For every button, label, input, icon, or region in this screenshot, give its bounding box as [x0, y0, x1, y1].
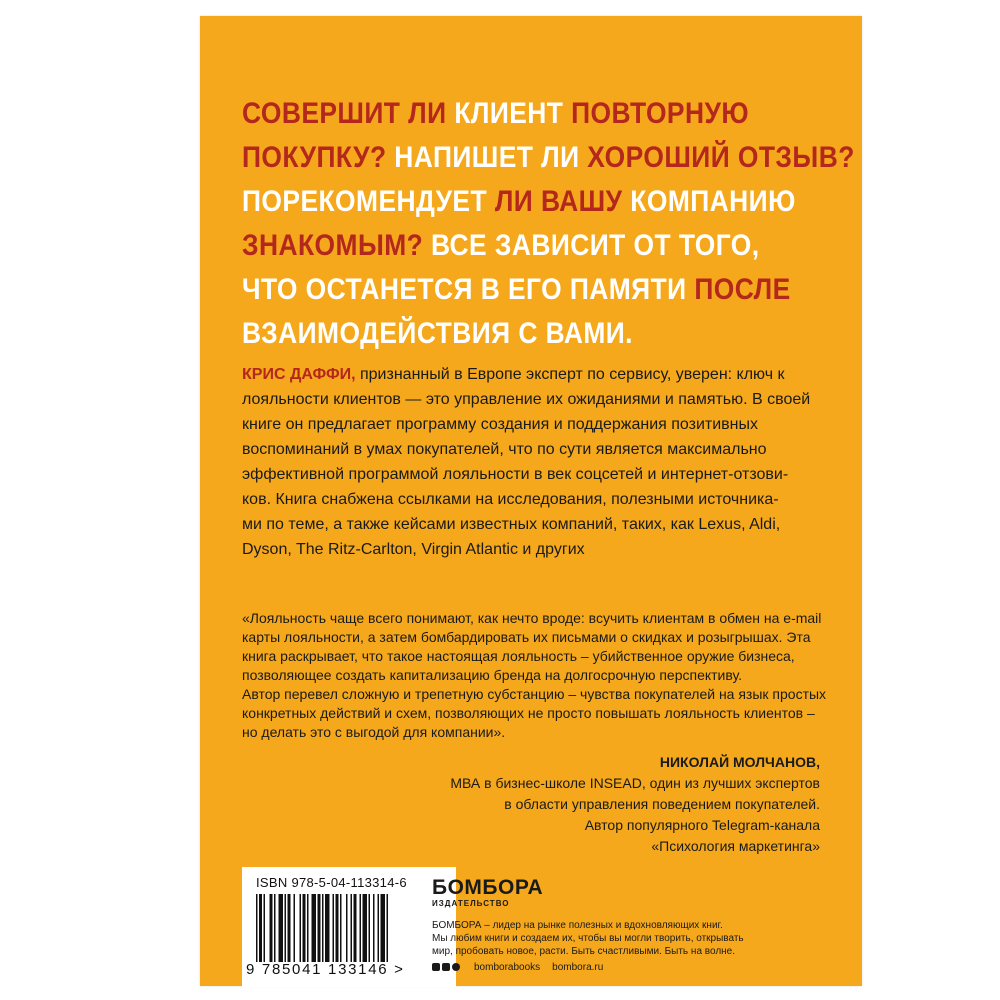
quote-line: конкретных действий и схем, позволяющих не просто повышать лояльность клиентов –	[242, 705, 815, 721]
description-line: ми по теме, а также кейсами известных компаний, таких, как Lexus, Aldi,	[242, 516, 781, 533]
barcode-bar	[274, 894, 276, 962]
barcode-bar	[354, 894, 357, 962]
publisher-links	[432, 962, 772, 973]
quote-line: книга раскрывает, что такое настоящая лояльность – убийственное оружие бизнеса,	[242, 648, 795, 664]
headline-line	[242, 268, 791, 312]
barcode-bar	[387, 894, 389, 962]
headline-fragment: ХОРОШИЙ ОТЗЫВ?	[587, 141, 855, 174]
headline-fragment: ВЗАИМОДЕЙСТВИЯ С ВАМИ.	[242, 317, 633, 350]
publisher-subtitle: ИЗДАТЕЛЬСТВО	[432, 899, 510, 908]
reviewer-credential: МВА в бизнес-школе INSEAD, один из лучших экспертов	[450, 775, 820, 791]
publisher-text	[432, 919, 772, 958]
barcode-bar	[360, 894, 362, 962]
barcode-bar	[279, 894, 284, 962]
headline-fragment: ВСЕ ЗАВИСИТ ОТ ТОГО,	[431, 229, 760, 262]
headline-fragment: ЛИ ВАШУ	[494, 185, 631, 218]
description-line: воспоминаний в умах покупателей, что по сути является максимально	[242, 441, 767, 458]
quote-line: Автор перевел сложную и трепетную субстанцию – чувства покупателей на язык простых	[242, 686, 827, 702]
headline	[242, 92, 855, 356]
reviewer-credential: «Психология маркетинга»	[651, 838, 820, 854]
description-line	[242, 362, 822, 387]
barcode-bar	[325, 894, 330, 962]
headline-fragment: ПОВТОРНУЮ	[571, 97, 750, 130]
description-text: признанный в Европе эксперт по сервису, уверен: ключ к	[355, 366, 785, 383]
barcode-bar	[381, 894, 386, 962]
barcode-bar	[312, 894, 317, 962]
barcode-bar	[270, 894, 273, 962]
barcode-bar	[369, 894, 371, 962]
barcode-digits: 9 785041 133146 >	[246, 961, 405, 978]
barcode-bar	[336, 894, 339, 962]
barcode-bar	[378, 894, 380, 962]
barcode-bar	[346, 894, 348, 962]
barcode-bars	[254, 894, 444, 962]
headline-fragment: ЧТО ОСТАНЕТСЯ В ЕГО ПАМЯТИ	[242, 273, 695, 306]
publisher-block	[432, 877, 772, 973]
headline-fragment: КОМПАНИЮ	[630, 185, 796, 218]
quote-line: позволяющее создать капитализацию бренда на долгосрочную перспективу.	[242, 667, 742, 683]
barcode-bar	[285, 894, 287, 962]
social-handle[interactable]: bomborabooks	[474, 962, 541, 973]
barcode-bar	[288, 894, 291, 962]
publisher-logo: БОМБОРА	[432, 876, 544, 899]
facebook-icon	[432, 963, 440, 971]
website-link[interactable]: bombora.ru	[552, 962, 604, 973]
barcode-panel	[242, 867, 456, 987]
description-line: ков. Книга снабжена ссылками на исследования, полезными источника-	[242, 491, 779, 508]
description-line: лояльности клиентов — это управление их ожиданиями и памятью. В своей	[242, 391, 811, 408]
quote-line: но делать это с выгодой для компании».	[242, 724, 506, 740]
book-description	[242, 362, 822, 562]
headline-line	[242, 224, 770, 268]
headline-fragment: ЗНАКОМЫМ?	[242, 229, 432, 262]
description-line: эффективной программой лояльности в век соцсетей и интернет-отзови-	[242, 466, 789, 483]
headline-fragment: СОВЕРШИТ ЛИ	[242, 97, 455, 130]
barcode-bar	[256, 894, 258, 962]
reviewer-name: НИКОЛАЙ МОЛЧАНОВ,	[659, 754, 820, 770]
barcode-bar	[259, 894, 262, 962]
instagram-icon	[452, 963, 460, 971]
quote-line: карты лояльности, а затем бомбардировать их письмами о скидках и розыгрышах. Эта	[242, 629, 811, 645]
barcode-bar	[294, 894, 296, 962]
description-line: книге он предлагает программу создания и поддержания позитивных	[242, 416, 759, 433]
quote-line: «Лояльность чаще всего понимают, как нечто вроде: всучить клиентам в обмен на e-mail	[242, 610, 822, 626]
isbn-label: ISBN 978-5-04-113314-6	[256, 875, 407, 890]
publisher-text-line: мир, пробовать новое, расти. Быть счастливыми. Быть на волне.	[432, 946, 736, 957]
headline-line	[242, 136, 855, 180]
publisher-text-line: БОМБОРА – лидер на рынке полезных и вдохновляющих книг.	[432, 920, 723, 931]
barcode-bar	[264, 894, 266, 962]
quote-attribution	[450, 752, 820, 857]
author-name: КРИС ДАФФИ,	[242, 366, 356, 383]
barcode-bar	[373, 894, 375, 962]
headline-line	[242, 312, 770, 356]
barcode-bar	[322, 894, 324, 962]
social-icons	[432, 962, 462, 973]
barcode-bar	[307, 894, 309, 962]
publisher-text-line: Мы любим книги и создаем их, чтобы вы могли творить, открывать	[432, 933, 744, 944]
barcode-bar	[351, 894, 353, 962]
headline-line	[242, 180, 796, 224]
barcode-bar	[340, 894, 342, 962]
barcode-bar	[363, 894, 368, 962]
book-back-cover	[200, 16, 862, 986]
vk-icon	[442, 963, 450, 971]
barcode-bar	[303, 894, 306, 962]
barcode-bar	[333, 894, 335, 962]
headline-fragment: НАПИШЕТ ЛИ	[394, 141, 588, 174]
reviewer-credential: Автор популярного Telegram-канала	[584, 817, 820, 833]
description-line: Dyson, The Ritz-Carlton, Virgin Atlantic и других	[242, 541, 585, 558]
review-quote	[242, 609, 827, 742]
headline-fragment: ПОСЛЕ	[694, 273, 791, 306]
barcode-bar	[300, 894, 302, 962]
headline-line	[242, 92, 770, 136]
barcode-bar	[318, 894, 321, 962]
reviewer-credential: в области управления поведением покупателей.	[504, 796, 820, 812]
headline-fragment: КЛИЕНТ	[454, 97, 572, 130]
headline-fragment: ПОКУПКУ?	[242, 141, 395, 174]
headline-fragment: ПОРЕКОМЕНДУЕТ	[242, 185, 495, 218]
